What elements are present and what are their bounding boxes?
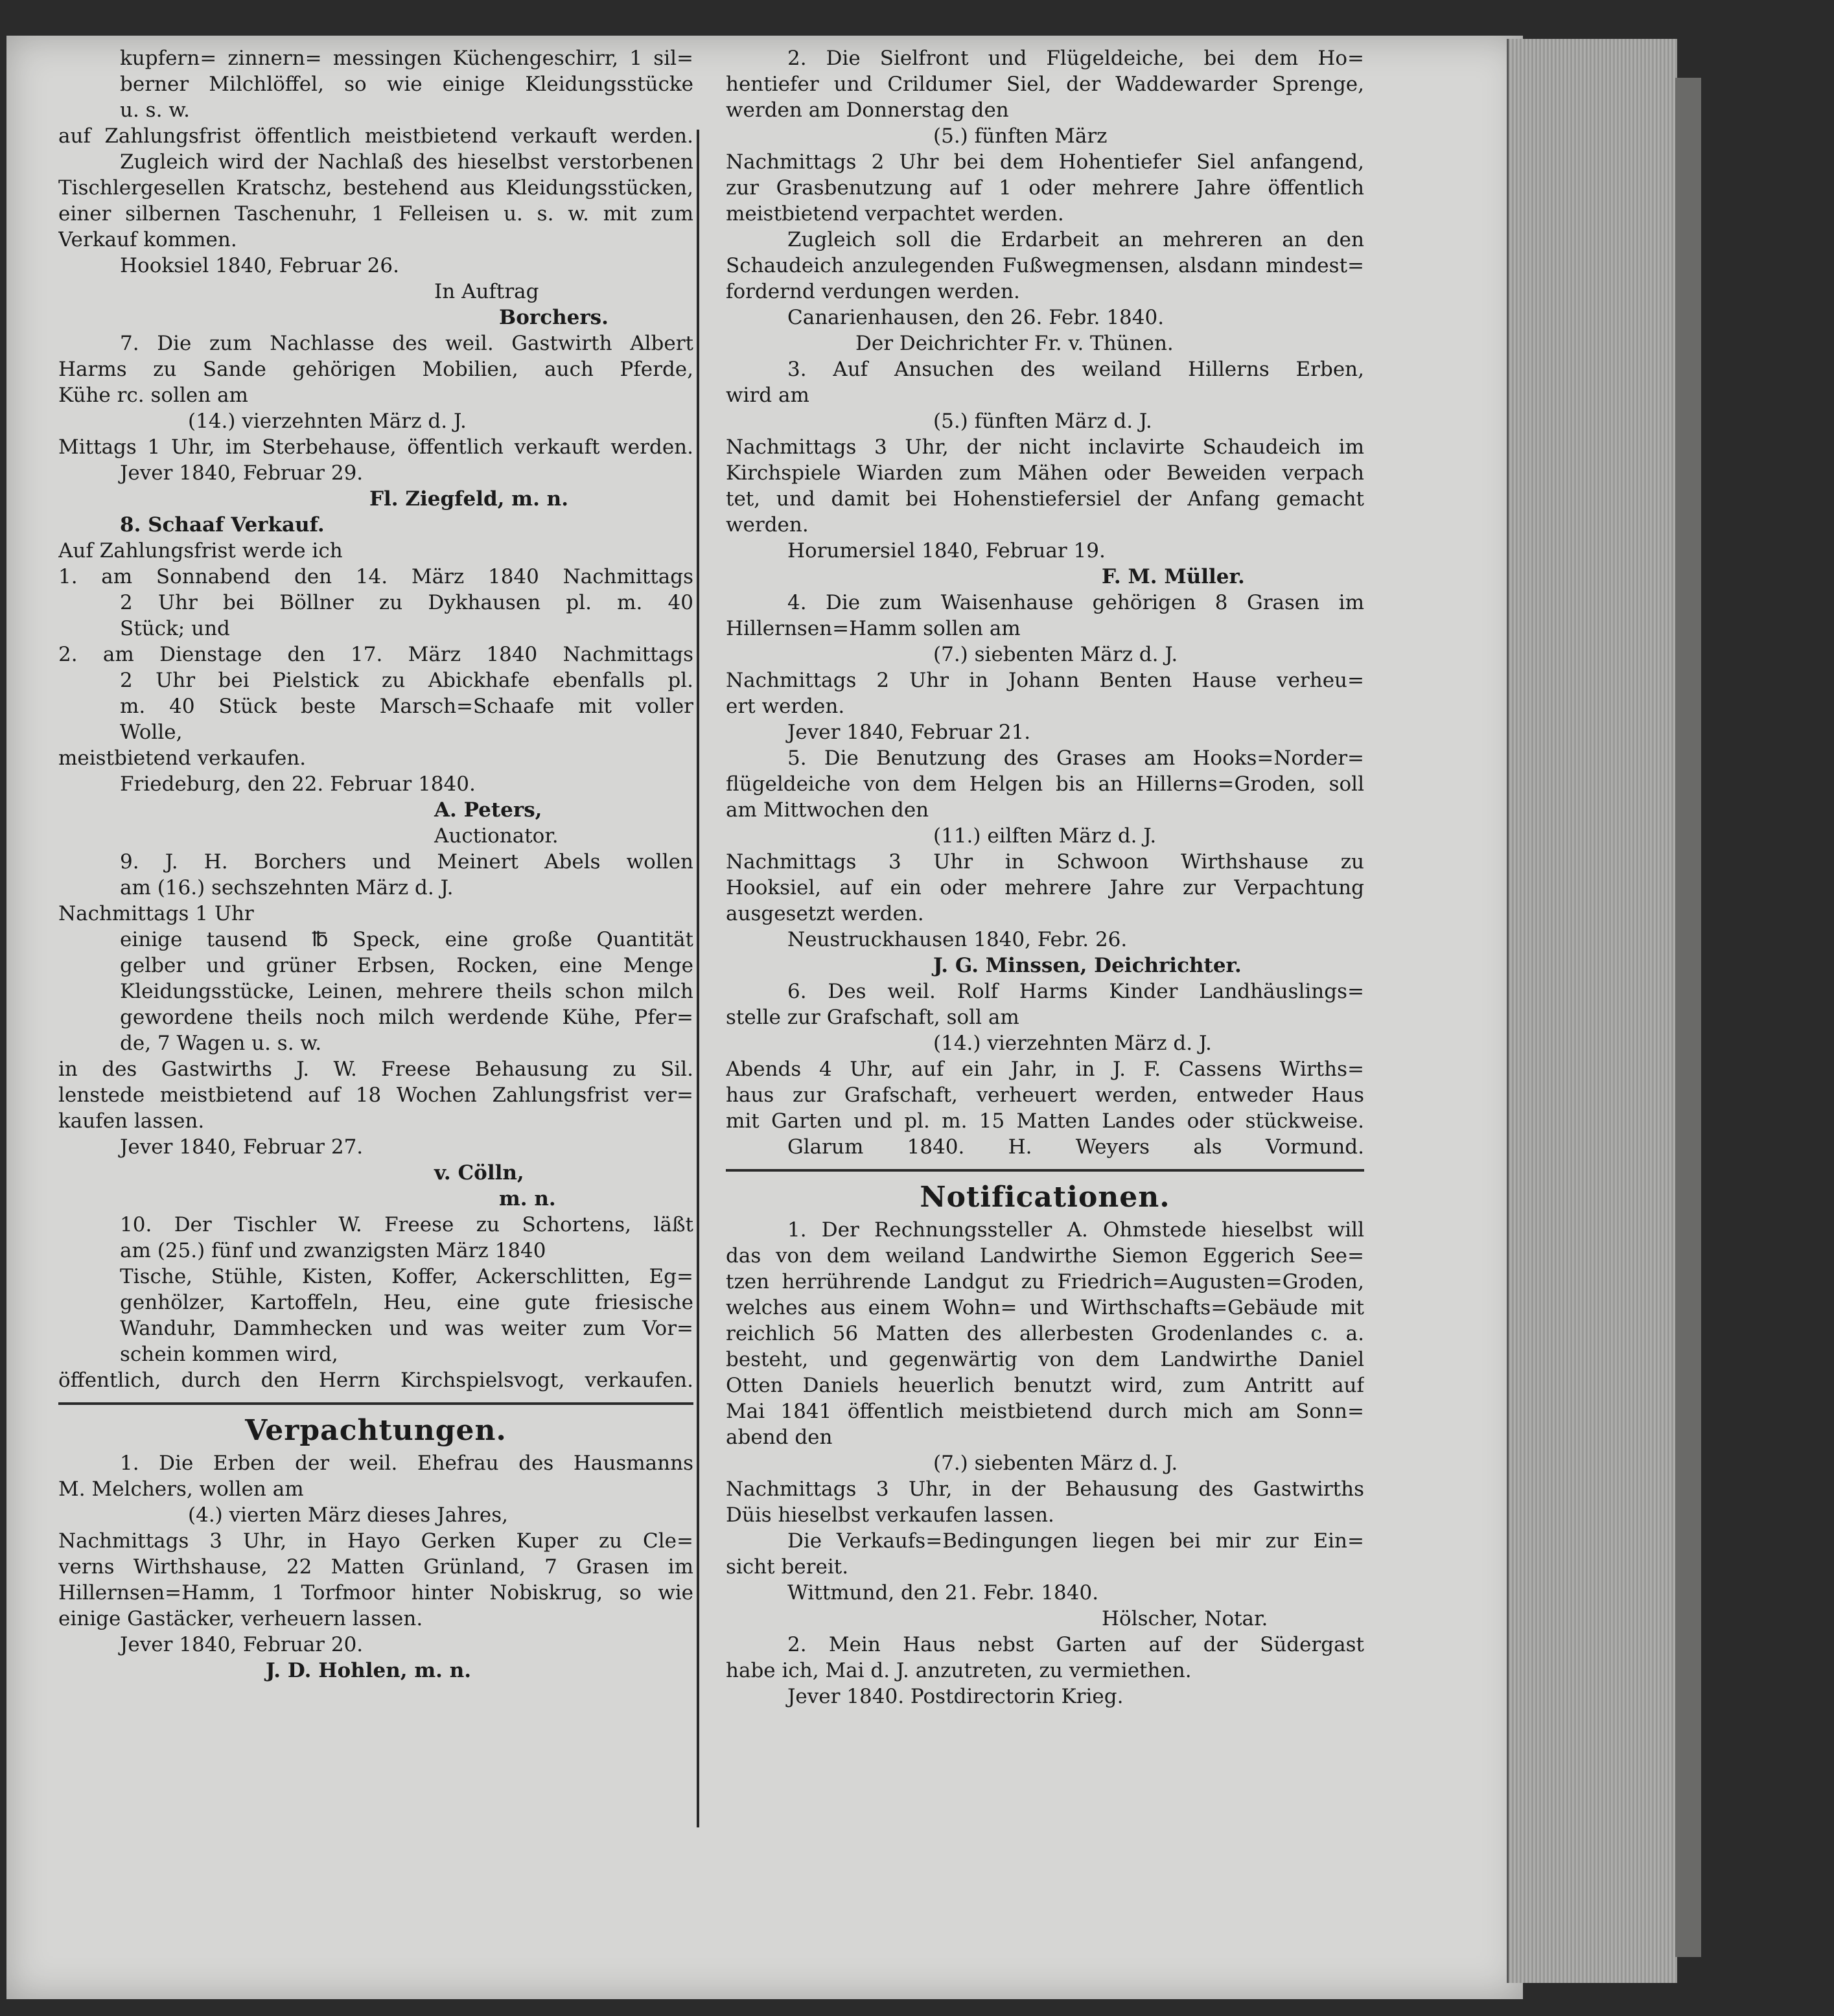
right-column-text xyxy=(726,45,1364,1160)
text-line: v. Cölln, xyxy=(434,1161,524,1185)
text-line: (7.) siebenten März d. J. xyxy=(933,1452,1178,1475)
text-line: Friedeburg, den 22. Februar 1840. xyxy=(120,772,476,796)
text-line: J. D. Hohlen, m. n. xyxy=(266,1659,472,1682)
text-line: ausgesetzt werden. xyxy=(726,902,924,925)
text-line: einige Gastäcker, verheuern lassen. xyxy=(58,1607,423,1630)
text-line: 2 Uhr bei Böllner zu Dykhausen pl. m. 40 xyxy=(120,591,693,614)
book-spine-shadow xyxy=(1675,78,1701,1957)
text-line: 1. am Sonnabend den 14. März 1840 Nachmittags xyxy=(58,565,693,588)
text-line: meistbietend verkaufen. xyxy=(58,747,307,770)
text-line: Verkauf kommen. xyxy=(58,228,237,251)
text-line: (4.) vierten März dieses Jahres, xyxy=(188,1503,508,1527)
text-line: lenstede meistbietend auf 18 Wochen Zahlungsfrist ver= xyxy=(58,1083,693,1107)
text-line: (5.) fünften März d. J. xyxy=(933,410,1152,433)
text-line: Nachmittags 3 Uhr, in Hayo Gerken Kuper zu Cle= xyxy=(58,1529,693,1553)
text-line: Borchers. xyxy=(499,306,609,329)
text-line: Jever 1840, Februar 27. xyxy=(120,1135,364,1159)
text-line: öffentlich, durch den Herrn Kirchspielsvogt, verkaufen. xyxy=(58,1369,693,1392)
text-line: genhölzer, Kartoffeln, Heu, eine gute friesische xyxy=(120,1291,693,1314)
section-rule xyxy=(58,1402,693,1405)
text-line: stelle zur Grafschaft, soll am xyxy=(726,1006,1019,1029)
text-line: 2. am Dienstage den 17. März 1840 Nachmittags xyxy=(58,643,693,666)
text-line: 6. Des weil. Rolf Harms Kinder Landhäuslings= xyxy=(787,980,1364,1003)
text-line: welches aus einem Wohn= und Wirthschafts=Gebäude mit xyxy=(726,1296,1364,1319)
text-line: 1. Der Rechnungssteller A. Ohmstede hieselbst will xyxy=(787,1218,1364,1242)
text-line: Horumersiel 1840, Februar 19. xyxy=(787,539,1106,562)
text-line: werden. xyxy=(726,513,809,537)
text-line: Die Verkaufs=Bedingungen liegen bei mir zur Ein= xyxy=(787,1529,1364,1553)
text-line: F. M. Müller. xyxy=(1102,565,1245,588)
text-line: flügeldeiche von dem Helgen bis an Hillerns=Groden, soll xyxy=(726,772,1364,796)
text-line: Jever 1840, Februar 20. xyxy=(120,1633,364,1656)
verpachtungen-text xyxy=(58,1450,693,1684)
text-line: J. G. Minssen, Deichrichter. xyxy=(933,954,1242,977)
text-line: Hooksiel 1840, Februar 26. xyxy=(120,254,399,277)
text-line: 3. Auf Ansuchen des weiland Hillerns Erben, xyxy=(787,358,1364,381)
text-line: tet, und damit bei Hohenstiefersiel der Anfang gemacht xyxy=(726,487,1364,511)
text-line: 10. Der Tischler W. Freese zu Schortens, läßt xyxy=(120,1213,693,1236)
text-line: Düis hieselbst verkaufen lassen. xyxy=(726,1503,1054,1527)
text-line: gelber und grüner Erbsen, Rocken, eine Menge xyxy=(120,954,693,977)
text-line: berner Milchlöffel, so wie einige Kleidungsstücke xyxy=(120,73,693,96)
text-line: de, 7 Wagen u. s. w. xyxy=(120,1032,322,1055)
text-line: sicht bereit. xyxy=(726,1555,849,1579)
text-line: haus zur Grafschaft, verheuert werden, entweder Haus xyxy=(726,1083,1364,1107)
text-line: Nachmittags 3 Uhr in Schwoon Wirthshause zu xyxy=(726,850,1364,874)
text-line: 5. Die Benutzung des Grases am Hooks=Norder= xyxy=(787,747,1364,770)
text-line: am (25.) fünf und zwanzigsten März 1840 xyxy=(120,1239,546,1262)
text-line: Auctionator. xyxy=(434,824,559,848)
section-rule xyxy=(726,1169,1364,1172)
text-line: Jever 1840, Februar 29. xyxy=(120,461,364,485)
text-line: Neustruckhausen 1840, Febr. 26. xyxy=(787,928,1128,951)
text-line: m. n. xyxy=(499,1187,556,1211)
text-line: 1. Die Erben der weil. Ehefrau des Hausmanns xyxy=(120,1452,693,1475)
text-line: verns Wirthshause, 22 Matten Grünland, 7 Grasen im xyxy=(58,1555,693,1579)
text-line: hentiefer und Crildumer Siel, der Waddewarder Sprenge, xyxy=(726,73,1364,96)
text-line: Hooksiel, auf ein oder mehrere Jahre zur Verpachtung xyxy=(726,876,1364,899)
notificationen-heading: Notificationen. xyxy=(920,1181,1170,1214)
text-line: Kirchspiele Wiarden zum Mähen oder Beweiden verpach xyxy=(726,461,1364,485)
text-line: das von dem weiland Landwirthe Siemon Eggerich See= xyxy=(726,1244,1364,1268)
text-line: Auf Zahlungsfrist werde ich xyxy=(58,539,343,562)
text-line: kupfern= zinnern= messingen Küchengeschirr, 1 sil= xyxy=(120,47,693,70)
text-line: auf Zahlungsfrist öffentlich meistbietend verkauft werden. xyxy=(58,124,693,148)
text-line: In Auftrag xyxy=(434,280,539,303)
text-line: Fl. Ziegfeld, m. n. xyxy=(369,487,568,511)
text-line: Tische, Stühle, Kisten, Koffer, Ackerschlitten, Eg= xyxy=(120,1265,693,1288)
notificationen-text xyxy=(726,1217,1364,1709)
text-line: meistbietend verpachtet werden. xyxy=(726,202,1064,226)
text-line: wird am xyxy=(726,384,809,407)
text-line: A. Peters, xyxy=(434,798,542,822)
text-line: gewordene theils noch milch werdende Kühe, Pfer= xyxy=(120,1006,693,1029)
text-line: Stück; und xyxy=(120,617,230,640)
column-divider xyxy=(697,130,699,1827)
text-line: u. s. w. xyxy=(120,98,191,122)
text-line: Nachmittags 2 Uhr bei dem Hohentiefer Siel anfangend, xyxy=(726,150,1364,174)
text-line: zur Grasbenutzung auf 1 oder mehrere Jahre öffentlich xyxy=(726,176,1364,200)
text-line: 8. Schaaf Verkauf. xyxy=(120,513,325,537)
text-line: Nachmittags 2 Uhr in Johann Benten Hause verheu= xyxy=(726,669,1364,692)
text-line: in des Gastwirths J. W. Freese Behausung zu Sil. xyxy=(58,1058,693,1081)
text-line: Wanduhr, Dammhecken und was weiter zum Vor= xyxy=(120,1317,693,1340)
text-line: mit Garten und pl. m. 15 Matten Landes oder stückweise. xyxy=(726,1109,1364,1133)
text-line: Hillernsen=Hamm sollen am xyxy=(726,617,1021,640)
text-line: fordernd verdungen werden. xyxy=(726,280,1020,303)
text-line: M. Melchers, wollen am xyxy=(58,1477,304,1501)
text-line: Abends 4 Uhr, auf ein Jahr, in J. F. Cassens Wirths= xyxy=(726,1058,1364,1081)
text-line: Wittmund, den 21. Febr. 1840. xyxy=(787,1581,1099,1605)
text-line: 2. Die Sielfront und Flügeldeiche, bei dem Ho= xyxy=(787,47,1364,70)
text-line: Hölscher, Notar. xyxy=(1102,1607,1268,1630)
text-line: 2. Mein Haus nebst Garten auf der Südergast xyxy=(787,1633,1364,1656)
text-line: schein kommen wird, xyxy=(120,1343,338,1366)
text-line: am Mittwochen den xyxy=(726,798,929,822)
text-line: Kleidungsstücke, Leinen, mehrere theils schon milch xyxy=(120,980,693,1003)
right-column xyxy=(726,45,1364,1709)
text-line: Kühe rc. sollen am xyxy=(58,384,248,407)
text-line: Der Deichrichter Fr. v. Thünen. xyxy=(855,332,1174,355)
left-column xyxy=(58,45,693,1684)
left-column-text xyxy=(58,45,693,1393)
text-line: (14.) vierzehnten März d. J. xyxy=(933,1032,1212,1055)
text-line: Jever 1840, Februar 21. xyxy=(787,721,1031,744)
text-line: am (16.) sechszehnten März d. J. xyxy=(120,876,454,899)
verpachtungen-heading: Verpachtungen. xyxy=(245,1414,507,1447)
text-line: 7. Die zum Nachlasse des weil. Gastwirth Albert xyxy=(120,332,693,355)
text-line: Jever 1840. Postdirectorin Krieg. xyxy=(787,1685,1124,1708)
text-line: 4. Die zum Waisenhause gehörigen 8 Grasen im xyxy=(787,591,1364,614)
text-line: Otten Daniels heuerlich benutzt wird, zum Antritt auf xyxy=(726,1374,1364,1397)
text-line: Mai 1841 öffentlich meistbietend durch mich am Sonn= xyxy=(726,1400,1364,1423)
text-line: Harms zu Sande gehörigen Mobilien, auch Pferde, xyxy=(58,358,693,381)
text-line: werden am Donnerstag den xyxy=(726,98,1009,122)
text-line: einige tausend ℔ Speck, eine große Quantität xyxy=(120,928,693,951)
text-line: m. 40 Stück beste Marsch=Schaafe mit voller xyxy=(120,695,693,718)
text-line: (11.) eilften März d. J. xyxy=(933,824,1157,848)
text-line: (5.) fünften März xyxy=(933,124,1108,148)
text-line: abend den xyxy=(726,1426,833,1449)
text-line: Tischlergesellen Kratschz, bestehend aus Kleidungsstücken, xyxy=(58,176,693,200)
text-line: Wolle, xyxy=(120,721,183,744)
text-line: Zugleich wird der Nachlaß des hieselbst verstorbenen xyxy=(120,150,693,174)
text-line: besteht, und gegenwärtig von dem Landwirthe Daniel xyxy=(726,1348,1364,1371)
text-line: kaufen lassen. xyxy=(58,1109,205,1133)
text-line: Nachmittags 1 Uhr xyxy=(58,902,254,925)
text-line: Nachmittags 3 Uhr, der nicht inclavirte Schaudeich im xyxy=(726,435,1364,459)
text-line: Schaudeich anzulegenden Fußwegmensen, alsdann mindest= xyxy=(726,254,1364,277)
text-line: tzen herrührende Landgut zu Friedrich=Augusten=Groden, xyxy=(726,1270,1364,1293)
text-line: 9. J. H. Borchers und Meinert Abels wollen xyxy=(120,850,693,874)
text-line: (7.) siebenten März d. J. xyxy=(933,643,1178,666)
text-line: Glarum 1840. H. Weyers als Vormund. xyxy=(787,1135,1364,1159)
text-line: ert werden. xyxy=(726,695,845,718)
text-line: einer silbernen Taschenuhr, 1 Felleisen u. s. w. mit zum xyxy=(58,202,693,226)
book-page-edges xyxy=(1507,39,1677,1983)
text-line: 2 Uhr bei Pielstick zu Abickhafe ebenfalls pl. xyxy=(120,669,693,692)
text-line: reichlich 56 Matten des allerbesten Grodenlandes c. a. xyxy=(726,1322,1364,1345)
text-line: Hillernsen=Hamm, 1 Torfmoor hinter Nobiskrug, so wie xyxy=(58,1581,693,1605)
text-line: Canarienhausen, den 26. Febr. 1840. xyxy=(787,306,1165,329)
text-line: (14.) vierzehnten März d. J. xyxy=(188,410,467,433)
text-line: Nachmittags 3 Uhr, in der Behausung des Gastwirths xyxy=(726,1477,1364,1501)
text-line: Mittags 1 Uhr, im Sterbehause, öffentlich verkauft werden. xyxy=(58,435,693,459)
text-line: habe ich, Mai d. J. anzutreten, zu vermiethen. xyxy=(726,1659,1192,1682)
text-line: Zugleich soll die Erdarbeit an mehreren an den xyxy=(787,228,1364,251)
